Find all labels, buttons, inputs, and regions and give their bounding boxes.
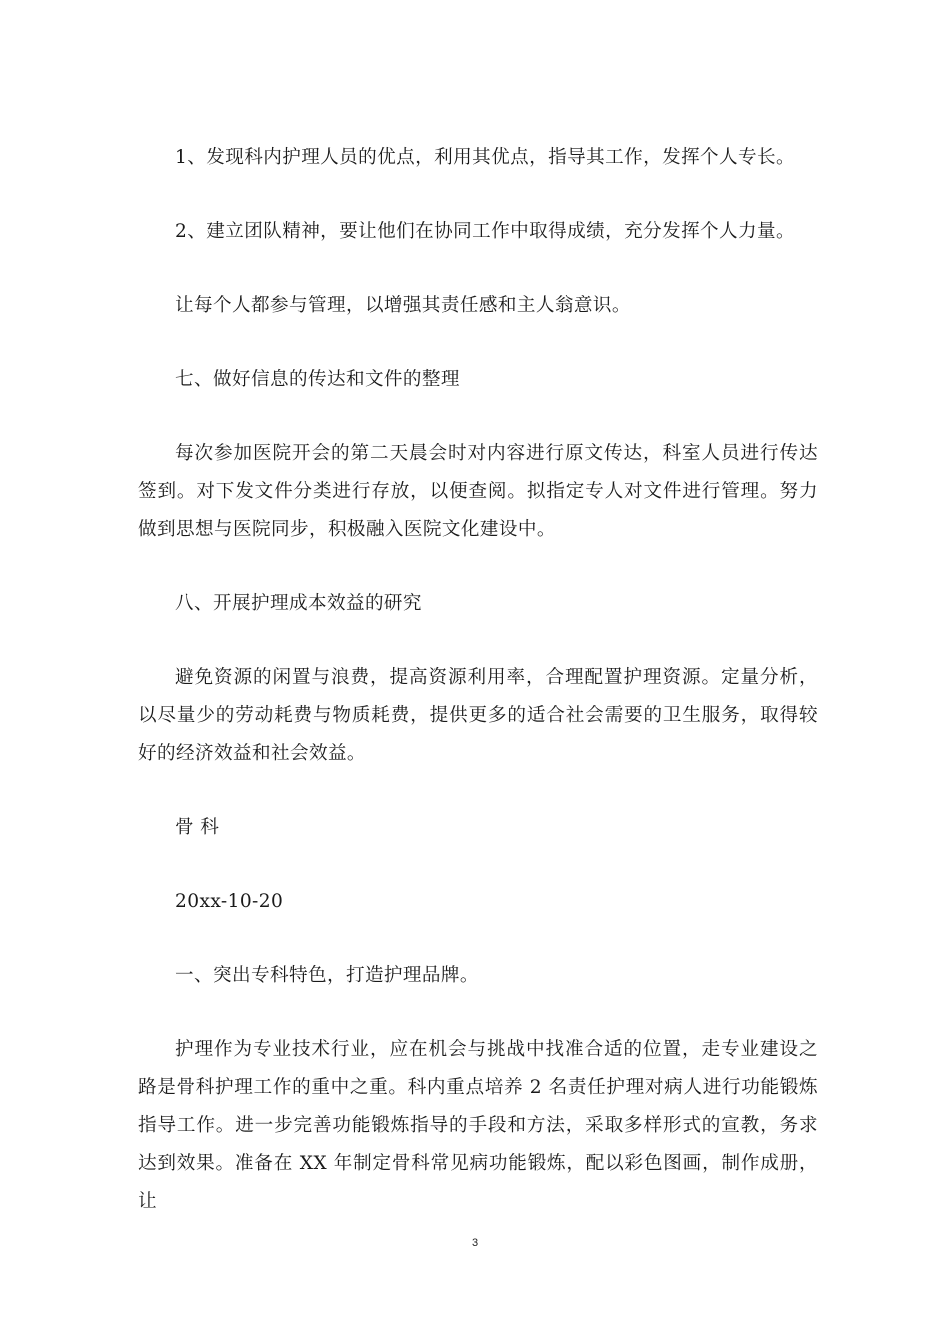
paragraph-4: 每次参加医院开会的第二天晨会时对内容进行原文传达，科室人员进行传达签到。对下发文件分类进行存放，以便查阅。拟指定专人对文件进行管理。努力做到思想与医院同步，积极融入医院文化建设中。	[138, 443, 818, 540]
page-number: 3	[471, 1237, 479, 1249]
document-date: 20xx-10-20	[175, 891, 284, 912]
document-body	[138, 139, 818, 1221]
section-heading-8: 八、开展护理成本效益的研究	[175, 593, 422, 614]
paragraph-3: 让每个人都参与管理，以增强其责任感和主人翁意识。	[175, 295, 631, 316]
section-heading-7: 七、做好信息的传达和文件的整理	[175, 369, 460, 390]
paragraph-6: 护理作为专业技术行业，应在机会与挑战中找准合适的位置，走专业建设之路是骨科护理工作的重中之重。科内重点培养 2 名责任护理对病人进行功能锻炼指导工作。进一步完善功能锻炼指导的手段和方法，采取多样形式的宣教，务求达到效果。准备在 XX 年制定骨科常见病功能锻炼，配以彩色图画，制作成册，让	[138, 1039, 818, 1212]
paragraph-1: 1、发现科内护理人员的优点，利用其优点，指导其工作，发挥个人专长。	[175, 147, 796, 168]
paragraph-5: 避免资源的闲置与浪费，提高资源利用率，合理配置护理资源。定量分析，以尽量少的劳动耗费与物质耗费，提供更多的适合社会需要的卫生服务，取得较好的经济效益和社会效益。	[138, 667, 818, 764]
section-heading-1: 一、突出专科特色，打造护理品牌。	[175, 965, 479, 986]
department-signature: 骨 科	[175, 817, 220, 838]
paragraph-2: 2、建立团队精神，要让他们在协同工作中取得成绩，充分发挥个人力量。	[175, 221, 796, 242]
